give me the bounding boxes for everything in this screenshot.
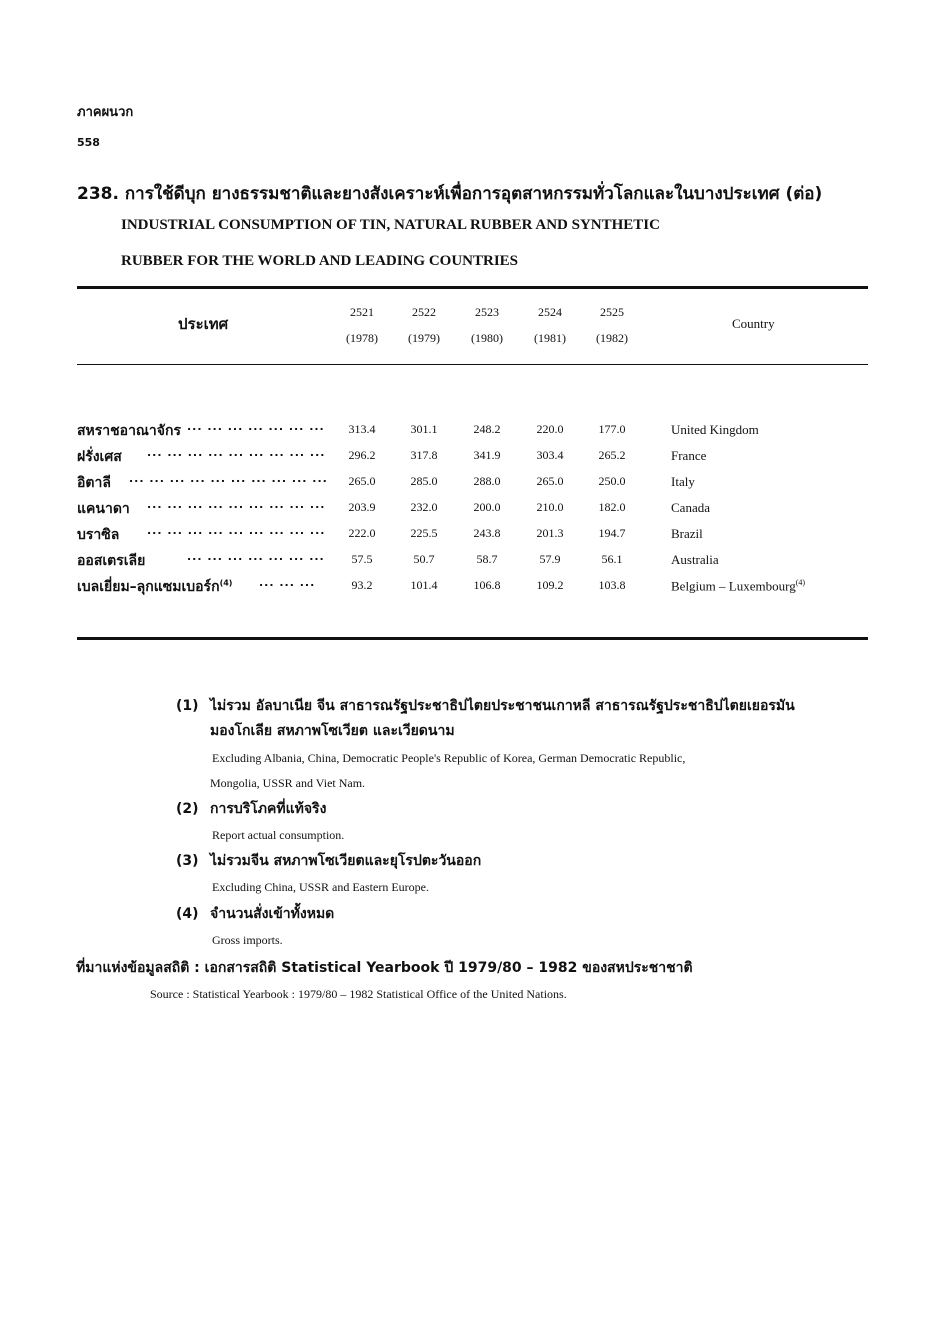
value-1981: 210.0 bbox=[536, 500, 564, 514]
leader-dots: ... ... ... ... ... ... ... ... ... bbox=[147, 524, 326, 537]
value-1981: 57.9 bbox=[539, 552, 561, 566]
country-thai: ฝรั่งเศส bbox=[77, 449, 122, 465]
footnote-ref: (4) bbox=[219, 578, 233, 588]
table-title-english-line2: RUBBER FOR THE WORLD AND LEADING COUNTRIES bbox=[121, 253, 519, 269]
value-1982: 250.0 bbox=[598, 474, 626, 488]
leader-dots: ... ... ... bbox=[259, 576, 316, 589]
table-row bbox=[77, 446, 868, 472]
value-1979: 50.7 bbox=[413, 552, 435, 566]
value-1978: 57.5 bbox=[351, 552, 373, 566]
value-1979: 232.0 bbox=[410, 500, 438, 514]
year-ce-1981: (1981) bbox=[534, 331, 566, 345]
country-thai-text: เบลเยี่ยม–ลุกแซมเบอร์ก bbox=[77, 579, 220, 595]
value-1978: 222.0 bbox=[348, 526, 376, 540]
footnote-1-thai-cont: มองโกเลีย สหภาพโซเวียต และเวียดนาม bbox=[210, 723, 455, 739]
value-1981: 265.0 bbox=[536, 474, 564, 488]
year-ce-1979: (1979) bbox=[408, 331, 440, 345]
source-thai-label: ที่มาแห่งข้อมูลสถิติ : bbox=[76, 960, 200, 976]
footnote-number: (2) bbox=[176, 801, 199, 817]
country-english: Australia bbox=[671, 552, 719, 567]
value-1980: 200.0 bbox=[473, 500, 501, 514]
leader-dots: ... ... ... ... ... ... ... ... ... bbox=[147, 498, 326, 511]
value-1981: 201.3 bbox=[536, 526, 564, 540]
footnote-1-english: Excluding Albania, China, Democratic People's Republic of Korea, German Democratic Republic, bbox=[212, 751, 686, 765]
country-thai: ออสเตรเลีย bbox=[77, 553, 146, 569]
value-1981: 303.4 bbox=[536, 448, 564, 462]
value-1978: 296.2 bbox=[348, 448, 376, 462]
country-thai: แคนาดา bbox=[77, 501, 130, 517]
footnote-text: ไม่รวมจีน สหภาพโซเวียตและยุโรปตะวันออก bbox=[210, 853, 482, 869]
value-1979: 285.0 bbox=[410, 474, 438, 488]
column-header-country-english: Country bbox=[732, 316, 775, 331]
value-1978: 313.4 bbox=[348, 422, 376, 436]
footnote-number: (4) bbox=[176, 906, 199, 922]
value-1982: 56.1 bbox=[601, 552, 623, 566]
footnote-3-thai bbox=[176, 850, 481, 872]
footnote-text: จำนวนสั่งเข้าทั้งหมด bbox=[210, 906, 335, 922]
footnote-1-thai bbox=[176, 695, 795, 717]
footnote-number: (3) bbox=[176, 853, 199, 869]
table-top-rule bbox=[77, 286, 868, 289]
value-1979: 301.1 bbox=[410, 422, 438, 436]
year-ce-1982: (1982) bbox=[596, 331, 628, 345]
country-english: Italy bbox=[671, 474, 695, 489]
country-thai: บราซิล bbox=[77, 527, 120, 543]
country-thai: สหราชอาณาจักร bbox=[77, 423, 181, 439]
table-title-english-line1: INDUSTRIAL CONSUMPTION OF TIN, NATURAL RUBBER AND SYNTHETIC bbox=[121, 217, 660, 233]
year-be-2523: 2523 bbox=[475, 305, 499, 319]
table-row bbox=[77, 472, 868, 498]
table-bottom-rule bbox=[77, 637, 868, 640]
footnote-text: การบริโภคที่แท้จริง bbox=[210, 801, 327, 817]
value-1978: 265.0 bbox=[348, 474, 376, 488]
value-1980: 106.8 bbox=[473, 578, 501, 592]
table-row bbox=[77, 576, 868, 602]
source-thai bbox=[76, 957, 693, 979]
year-be-2522: 2522 bbox=[412, 305, 436, 319]
table-row bbox=[77, 550, 868, 576]
year-be-2524: 2524 bbox=[538, 305, 562, 319]
value-1980: 248.2 bbox=[473, 422, 501, 436]
table-title-thai: 238. การใช้ดีบุก ยางธรรมชาติและยางสังเคราะห์เพื่อการอุตสาหกรรมทั่วโลกและในบางประเทศ (ต่อ) bbox=[77, 184, 823, 204]
leader-dots: ... ... ... ... ... ... ... ... ... ... bbox=[129, 472, 328, 485]
table-row bbox=[77, 420, 868, 446]
year-be-2521: 2521 bbox=[350, 305, 374, 319]
value-1982: 194.7 bbox=[598, 526, 626, 540]
leader-dots: ... ... ... ... ... ... ... ... ... bbox=[147, 446, 326, 459]
value-1982: 103.8 bbox=[598, 578, 626, 592]
value-1982: 177.0 bbox=[598, 422, 626, 436]
footnote-2-thai bbox=[176, 798, 326, 820]
country-english: Canada bbox=[671, 500, 710, 515]
country-english bbox=[671, 578, 805, 594]
footnote-3-english: Excluding China, USSR and Eastern Europe. bbox=[212, 880, 429, 894]
leader-dots: ... ... ... ... ... ... ... bbox=[187, 550, 325, 563]
value-1980: 243.8 bbox=[473, 526, 501, 540]
value-1978: 203.9 bbox=[348, 500, 376, 514]
country-english: United Kingdom bbox=[671, 422, 759, 437]
value-1979: 101.4 bbox=[410, 578, 438, 592]
footnote-number: (1) bbox=[176, 698, 199, 714]
year-ce-1980: (1980) bbox=[471, 331, 503, 345]
footnote-text: ไม่รวม อัลบาเนีย จีน สาธารณรัฐประชาธิปไตยประชาชนเกาหลี สาธารณรัฐประชาธิปไตยเยอรมัน bbox=[210, 698, 795, 714]
country-english: Brazil bbox=[671, 526, 703, 541]
year-ce-1978: (1978) bbox=[346, 331, 378, 345]
source-english bbox=[150, 987, 567, 1002]
source-thai-text: เอกสารสถิติ Statistical Yearbook ปี 1979/80 – 1982 ของสหประชาชาติ bbox=[204, 960, 693, 976]
value-1980: 341.9 bbox=[473, 448, 501, 462]
value-1982: 265.2 bbox=[598, 448, 626, 462]
country-english-text: Belgium – Luxembourg bbox=[671, 578, 796, 594]
value-1979: 317.8 bbox=[410, 448, 438, 462]
country-english: France bbox=[671, 448, 707, 463]
leader-dots: ... ... ... ... ... ... ... bbox=[187, 420, 325, 433]
section-label: ภาคผนวก bbox=[77, 105, 134, 120]
column-header-country-thai: ประเทศ bbox=[178, 315, 229, 333]
footnote-4-thai bbox=[176, 903, 334, 925]
header-bottom-rule bbox=[77, 364, 868, 365]
value-1980: 58.7 bbox=[476, 552, 498, 566]
table-row bbox=[77, 498, 868, 524]
value-1978: 93.2 bbox=[351, 578, 373, 592]
page-number: 558 bbox=[77, 136, 100, 149]
table-row bbox=[77, 524, 868, 550]
country-thai: อิตาลี bbox=[77, 475, 111, 491]
year-be-2525: 2525 bbox=[600, 305, 624, 319]
value-1981: 220.0 bbox=[536, 422, 564, 436]
footnote-4-english: Gross imports. bbox=[212, 933, 283, 947]
footnote-2-english: Report actual consumption. bbox=[212, 828, 345, 842]
source-english-text: Statistical Yearbook : 1979/80 – 1982 Statistical Office of the United Nations. bbox=[192, 987, 567, 1001]
value-1981: 109.2 bbox=[536, 578, 564, 592]
source-english-label: Source : bbox=[150, 987, 190, 1001]
footnote-1-english-cont: Mongolia, USSR and Viet Nam. bbox=[210, 776, 366, 790]
value-1979: 225.5 bbox=[410, 526, 438, 540]
value-1982: 182.0 bbox=[598, 500, 626, 514]
value-1980: 288.0 bbox=[473, 474, 501, 488]
country-thai bbox=[77, 576, 232, 598]
footnote-ref: (4) bbox=[795, 578, 806, 587]
